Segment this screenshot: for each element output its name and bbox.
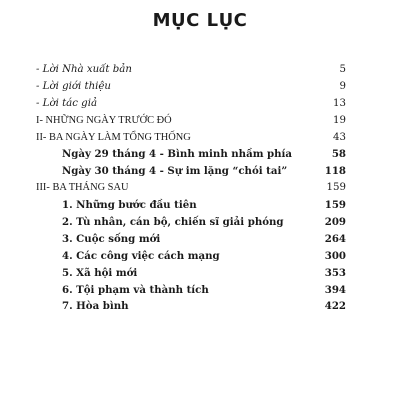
toc-entry-page: 353	[324, 266, 346, 279]
toc-entry-author-note	[36, 96, 346, 113]
page-title: MỤC LỤC	[152, 10, 248, 31]
toc-entry-page: 209	[324, 216, 346, 229]
toc-entry-page: 58	[331, 148, 346, 161]
toc-chapter-5	[36, 265, 346, 282]
toc-chapter-7	[36, 298, 346, 315]
toc-entry-page: 43	[333, 131, 346, 143]
toc-entry-label: II- BA NGÀY LÀM TỔNG THỐNG	[36, 131, 191, 143]
toc-entry-page: 159	[324, 199, 346, 212]
toc-entry-introduction	[36, 79, 346, 96]
toc-entry-label: 6. Tội phạm và thành tích	[62, 283, 209, 296]
toc-entry-page: 264	[324, 232, 346, 245]
toc-entry-page: 9	[339, 80, 346, 92]
toc-entry-publisher-note	[36, 62, 346, 79]
toc-entry-page: 13	[333, 97, 346, 109]
toc-entry-page: 118	[324, 165, 346, 178]
toc-part-3	[36, 180, 346, 197]
toc-part-2	[36, 130, 346, 147]
toc-entry-april-30	[36, 163, 346, 180]
toc-entry-page: 300	[324, 249, 346, 262]
toc-entry-label: - Lời giới thiệu	[36, 80, 111, 92]
toc-chapter-3	[36, 231, 346, 248]
toc-entry-label: Ngày 29 tháng 4 - Bình minh nhầm phía	[62, 148, 293, 161]
toc-entry-page: 422	[324, 300, 346, 313]
toc-entry-label: 3. Cuộc sống mới	[62, 232, 161, 245]
toc-chapter-1	[36, 197, 346, 214]
toc-entry-page: 19	[333, 114, 346, 126]
toc-entry-april-29	[36, 146, 346, 163]
toc-entry-label: 7. Hòa bình	[62, 300, 129, 313]
toc-entry-label: Ngày 30 tháng 4 - Sự im lặng “chói tai”	[62, 165, 288, 178]
toc-part-1	[36, 113, 346, 130]
toc-chapter-2	[36, 214, 346, 231]
toc-entry-label: 4. Các công việc cách mạng	[62, 249, 220, 262]
toc-entry-label: 5. Xã hội mới	[62, 266, 138, 279]
toc-chapter-6	[36, 282, 346, 299]
table-of-contents	[36, 62, 346, 315]
toc-entry-label: I- NHỮNG NGÀY TRƯỚC ĐÓ	[36, 114, 172, 126]
toc-entry-page: 5	[339, 64, 346, 75]
toc-chapter-4	[36, 248, 346, 265]
toc-entry-page: 159	[326, 182, 346, 194]
toc-entry-label: III- BA THÁNG SAU	[36, 182, 129, 194]
toc-entry-label: 2. Tù nhân, cán bộ, chiến sĩ giải phóng	[62, 216, 284, 229]
toc-entry-label: - Lời Nhà xuất bản	[36, 64, 132, 75]
toc-entry-label: 1. Những bước đầu tiên	[62, 199, 197, 212]
toc-entry-page: 394	[324, 283, 346, 296]
toc-entry-label: - Lời tác giả	[36, 97, 98, 109]
